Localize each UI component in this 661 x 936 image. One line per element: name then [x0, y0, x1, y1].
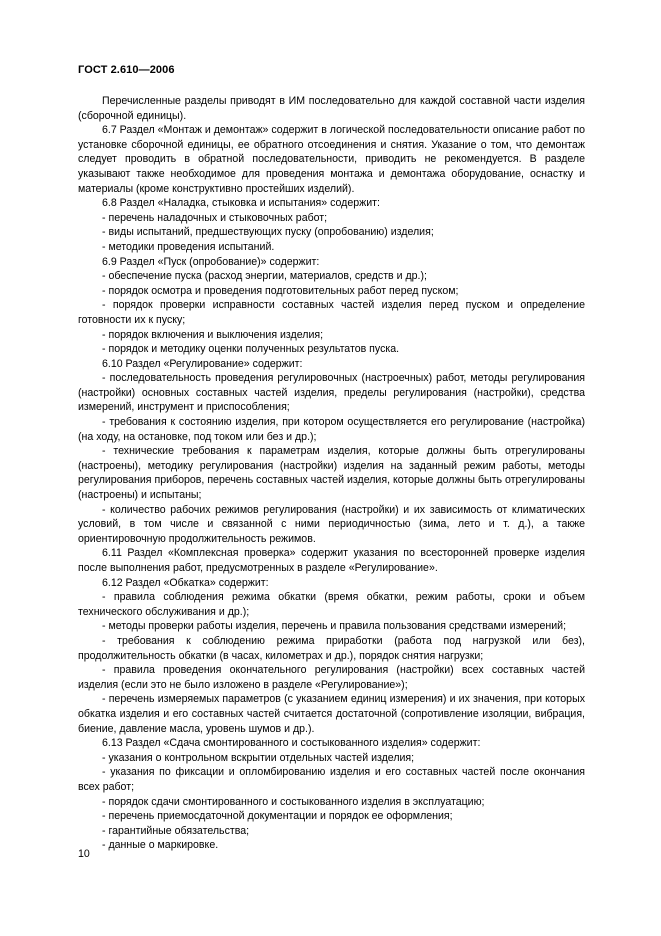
page-number: 10	[78, 848, 90, 860]
list-item: - перечень наладочных и стыковочных работ;	[102, 211, 328, 224]
list-item: - обеспечение пуска (расход энергии, материалов, средств и др.);	[102, 270, 427, 283]
list-item: - указания по фиксации и опломбированию изделия и его составных частей после окончания всех работ;	[78, 766, 585, 793]
paragraph-6-9: 6.9 Раздел «Пуск (опробование)» содержит:	[102, 255, 320, 268]
list-item: - требования к соблюдению режима приработки (работа под нагрузкой или без), продолжительность обкатки (в часах, километрах и др.), порядок снятия нагрузки;	[78, 634, 585, 662]
list-item: - порядок проверки исправности составных частей изделия перед пуском и определение готовности их к пуску;	[78, 299, 585, 326]
list-item: - методики проведения испытаний.	[102, 240, 275, 253]
list-item: - порядок осмотра и проведения подготовительных работ перед пуском;	[102, 284, 459, 297]
list-item: - порядок включения и выключения изделия;	[102, 328, 324, 341]
list-item: - виды испытаний, предшествующих пуску (опробованию) изделия;	[102, 226, 434, 239]
list-item: - порядок сдачи смонтированного и состыкованного изделия в эксплуатацию;	[102, 795, 485, 808]
list-item: - правила проведения окончательного регулирования (настройки) всех составных частей изделия (если это не было изложено в разделе «Регулирование»);	[78, 664, 585, 691]
list-item: - порядок и методику оценки полученных результатов пуска.	[102, 343, 400, 356]
list-item: - требования к состоянию изделия, при котором осуществляется его регулирование (настройка) (на ходу, на остановке, под током или без и др.);	[78, 416, 585, 443]
list-item: - последовательность проведения регулировочных (настроечных) работ, методы регулирования (настройки) основных составных частей изделия, пределы регулирования (настройки), средства измерений, инструмент и приспособления;	[78, 372, 585, 414]
paragraph-6-10: 6.10 Раздел «Регулирование» содержит:	[102, 357, 303, 370]
paragraph-6-11: 6.11 Раздел «Комплексная проверка» содержит указания по всесторонней проверке изделия после выполнения работ, предусмотренных в разделе «Регулирование».	[78, 547, 585, 574]
list-item: - количество рабочих режимов регулирования (настройки) и их зависимость от климатических условий, в том числе и связанной с ними периодичностью (зима, лето и т. д.), а также ориентировочную продолжительность режимов.	[78, 503, 585, 545]
list-item: - гарантийные обязательства;	[102, 824, 250, 837]
paragraph-6-7: 6.7 Раздел «Монтаж и демонтаж» содержит в логической последовательности описание работ по установке сборочной единицы, ее обратного отсоединения и снятия. Указание о том, что демонтаж следует проводить в обратной последовательности, приводить не рекомендуется. В разделе указывают также необходимое для проведения монтажа и демонтажа оборудование, оснастку и материалы (кроме конструктивно простейших изделий).	[78, 124, 585, 195]
paragraph-6-13: 6.13 Раздел «Сдача смонтированного и состыкованного изделия» содержит:	[102, 737, 481, 750]
paragraph-intro: Перечисленные разделы приводят в ИМ последовательно для каждой составной части изделия (сборочной единицы).	[78, 95, 585, 122]
list-item: - указания о контрольном вскрытии отдельных частей изделия;	[102, 751, 415, 764]
list-item: - методы проверки работы изделия, перечень и правила пользования средствами измерений;	[102, 620, 567, 633]
document-header: ГОСТ 2.610—2006	[78, 64, 175, 76]
list-item: - правила соблюдения режима обкатки (время обкатки, режим работы, сроки и объем технического обслуживания и др.);	[78, 591, 585, 618]
list-item: - перечень измеряемых параметров (с указанием единиц измерения) и их значения, при которых обкатка изделия и его составных частей считается достаточной (сопротивление изоляции, вибрация, биение, давление масла, уровень шумов и др.).	[78, 693, 585, 735]
list-item: - данные о маркировке.	[102, 839, 219, 852]
paragraph-6-8: 6.8 Раздел «Наладка, стыковка и испытания» содержит:	[102, 197, 380, 210]
list-item: - технические требования к параметрам изделия, которые должны быть отрегулированы (настроены), методику регулирования (настройки) изделия на заданный режим работы, методы регулирования приборов, перечень составных частей изделия, которые должны быть отрегулированы (настроены) и испытаны;	[78, 445, 585, 502]
document-body	[78, 94, 585, 853]
list-item: - перечень приемосдаточной документации и порядок ее оформления;	[102, 810, 453, 823]
paragraph-6-12: 6.12 Раздел «Обкатка» содержит:	[102, 576, 269, 589]
